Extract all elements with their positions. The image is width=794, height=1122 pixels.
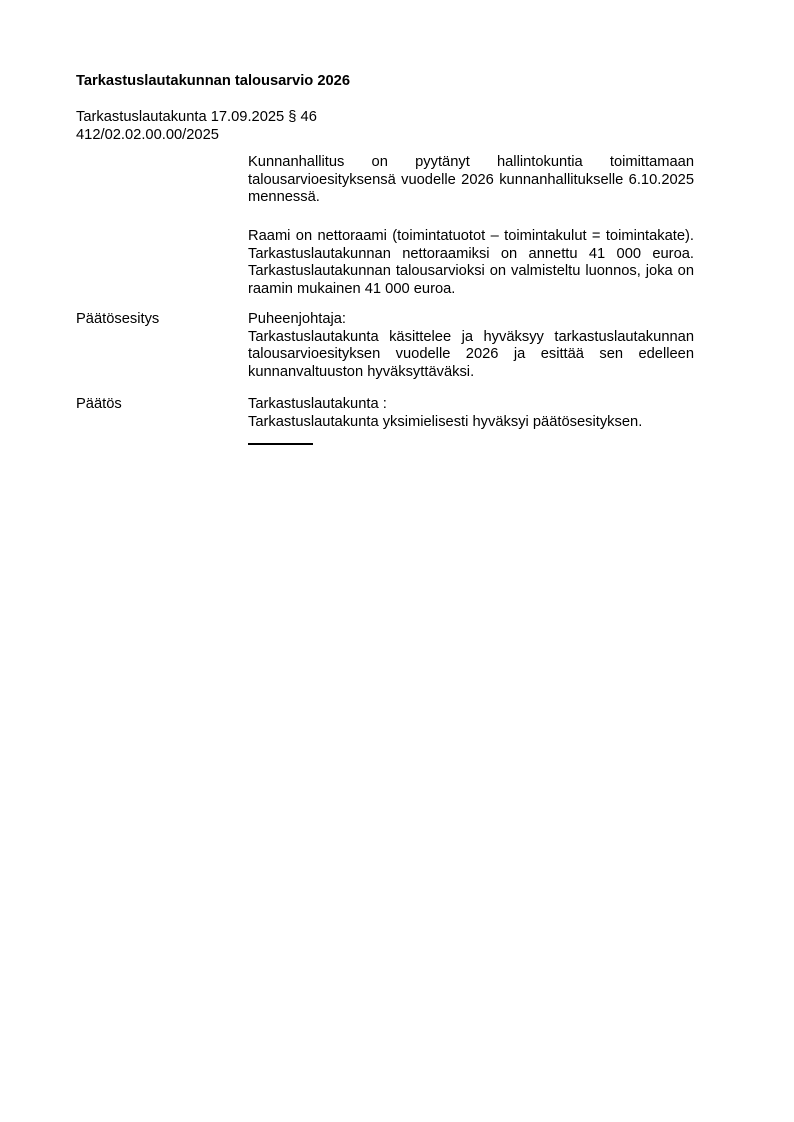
section-label-paatosesitys: Päätösesitys [76,311,160,327]
case-number: 412/02.02.00.00/2025 [76,126,219,143]
document-title: Tarkastuslautakunnan talousarvio 2026 [76,73,350,89]
decision-content [248,396,694,431]
reference-block [76,109,317,144]
body-paragraph-frame: Raami on nettoraami (toimintatuotot – toimintakulut = toimintakate). Tarkastuslautakunnan nettoraamiksi on annettu 41 000 euroa. Tarkastuslautakunnan talousarvioksi on valmisteltu luonnos, joka on raamin mukainen 41 000 euroa. [248,228,694,297]
proposal-text: Tarkastuslautakunta käsittelee ja hyväksyy tarkastuslautakunnan talousarvioesityksen vuodelle 2026 ja esittää sen edelleen kunnanvaltuuston hyväksyttäväksi. [248,328,694,380]
decision-text: Tarkastuslautakunta yksimielisesti hyväksyi päätösesityksen. [248,413,643,430]
section-end-divider [248,443,313,445]
proposal-content [248,311,694,381]
proposal-lead: Puheenjohtaja: [248,311,347,327]
meeting-reference-line: Tarkastuslautakunta 17.09.2025 § 46 [76,109,317,125]
section-label-paatos: Päätös [76,396,122,412]
body-paragraph-request: Kunnanhallitus on pyytänyt hallintokuntia toimittamaan talousarvioesityksensä vuodelle 2026 kunnanhallitukselle 6.10.2025 mennessä. [248,154,694,206]
decision-lead: Tarkastuslautakunta : [248,396,387,412]
